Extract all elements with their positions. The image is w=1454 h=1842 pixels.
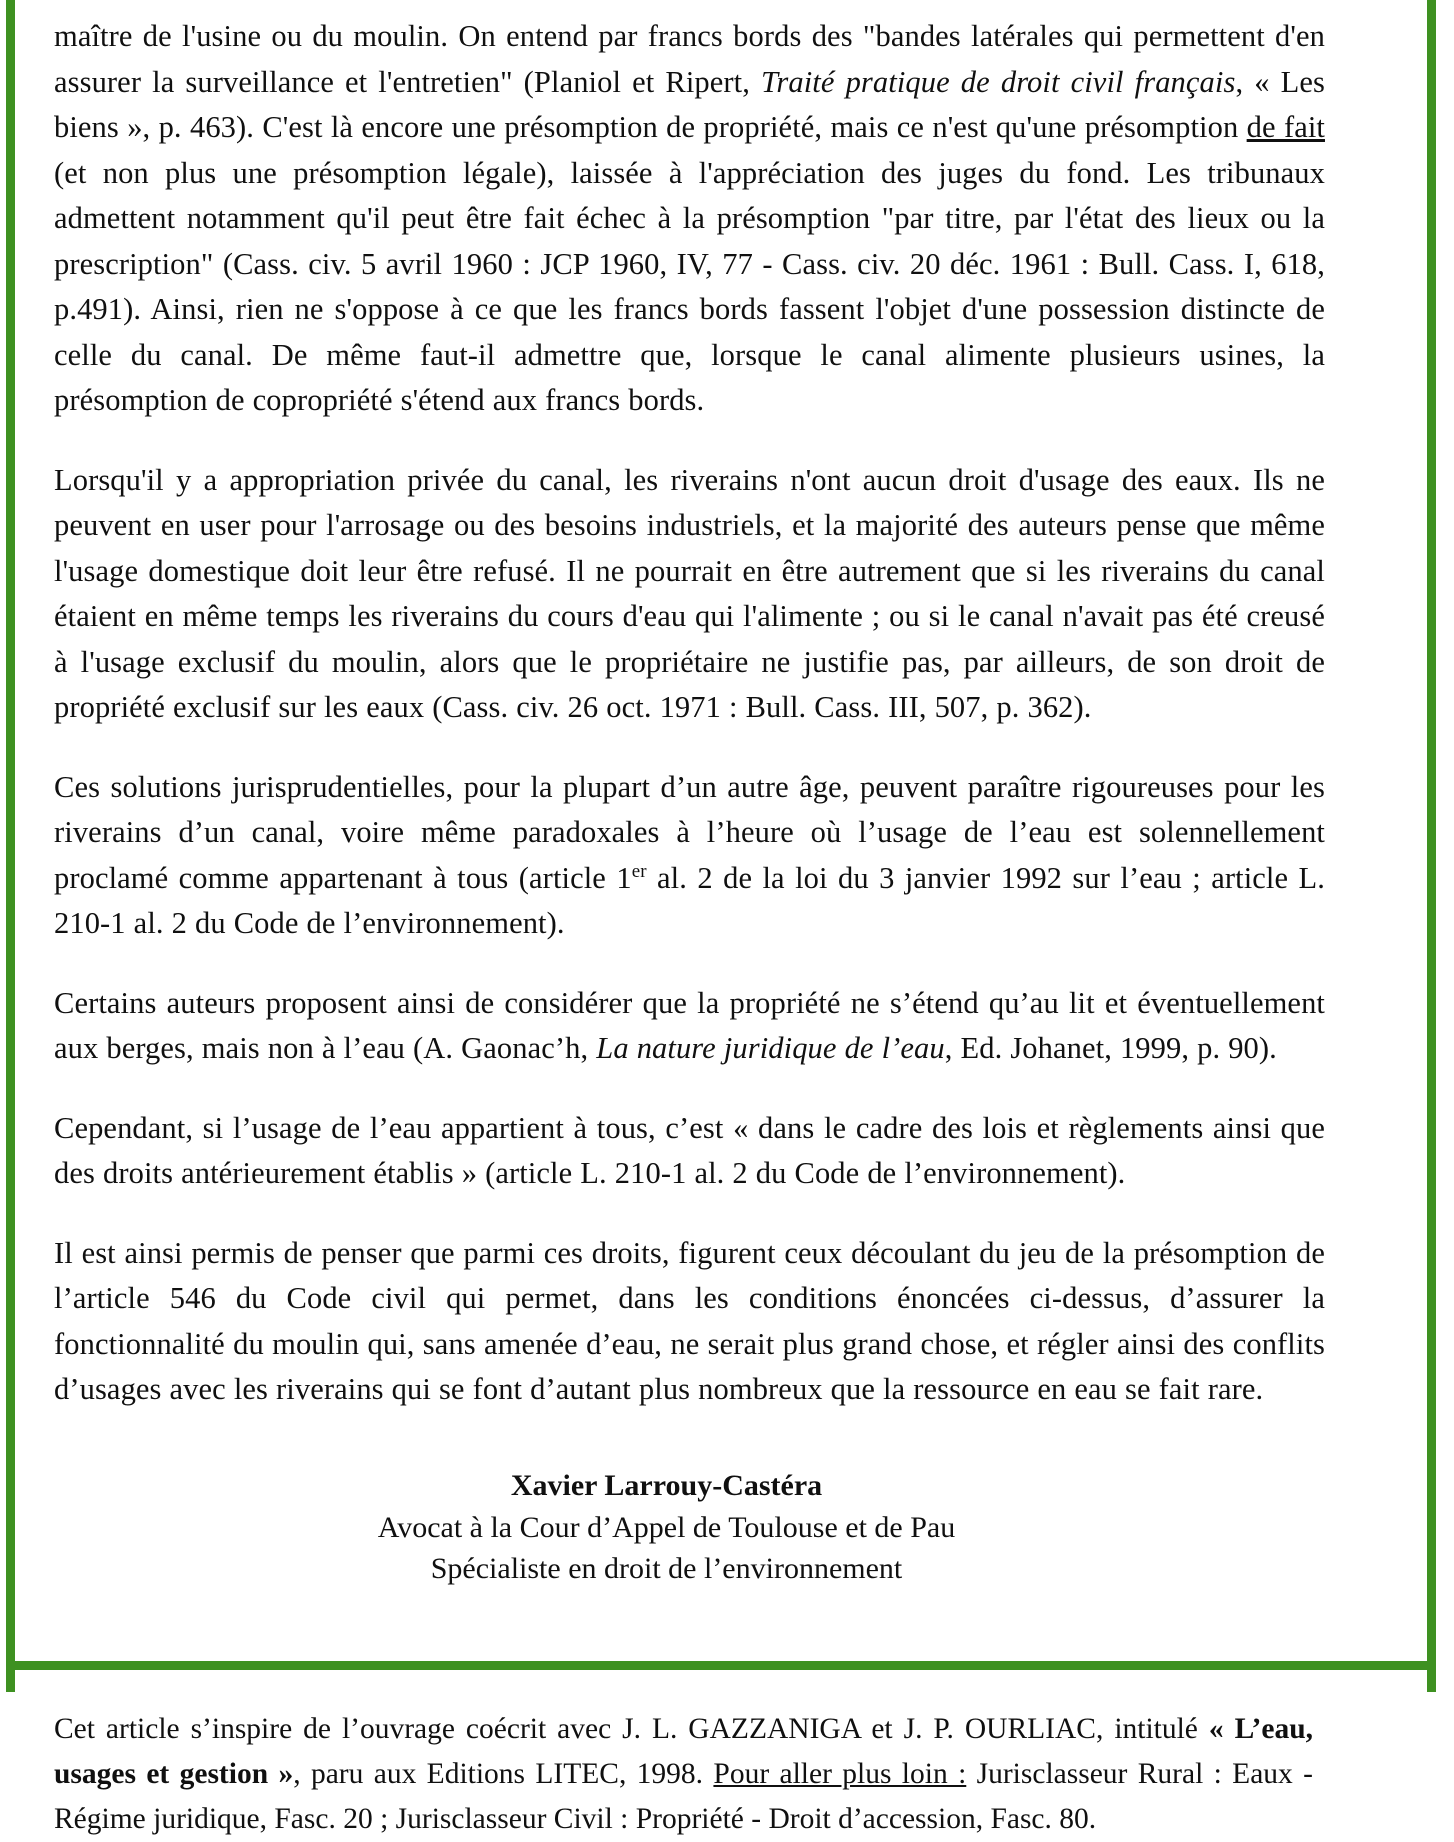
text-run: , « Les biens », p. 463). C'est là encore une présomption de propriété, mais ce n'est qu'une présomption <box>54 64 1325 144</box>
text-run: Certains auteurs proposent ainsi de considérer que la propriété ne s’étend qu’au lit et éventuellement aux berges, mais non à l’eau (A. Gaonac’h, <box>54 985 1325 1065</box>
body-paragraph <box>54 14 1325 424</box>
body-paragraph <box>54 981 1325 1072</box>
signature-role-line-2: Spécialiste en droit de l’environnement <box>430 1551 903 1585</box>
text-run: Cependant, si l’usage de l’eau appartient à tous, c’est « dans le cadre des lois et règlements ainsi que des droits antérieurement établis » (article L. 210-1 al. 2 du Code de l’environnement). <box>54 1110 1325 1190</box>
text-run: maître de l'usine ou du moulin. On entend par francs bords des "bandes latérales qui permettent d'en assurer la surveillance et l'entretien" (Planiol et Ripert, <box>54 19 1325 99</box>
signature-role-line-1: Avocat à la Cour d’Appel de Toulouse et de Pau <box>377 1510 956 1544</box>
body-paragraph <box>54 1106 1325 1197</box>
text-run: Ces solutions jurisprudentielles, pour la plupart d’un autre âge, peuvent paraître rigoureuses pour les riverains d’un canal, voire même paradoxales à l’heure où l’usage de l’eau est solennellement proclamé comme appartenant à tous (article 1 <box>54 769 1325 895</box>
body-paragraph <box>54 765 1325 947</box>
text-run: Il est ainsi permis de penser que parmi ces droits, figurent ceux découlant du jeu de la présomption de l’article 546 du Code civil qui permet, dans les conditions énoncées ci-dessus, d’assurer la fonctionnalité du moulin qui, sans amenée d’eau, ne serait plus grand chose, et régler ainsi des conflits d’usages avec les riverains qui se font d’autant plus nombreux que la ressource en eau se fait rare. <box>54 1235 1325 1406</box>
text-run: Cet article s’inspire de l’ouvrage coécrit avec J. L. GAZZANIGA et J. P. OURLIAC, intitulé <box>54 1712 1209 1745</box>
text-run-underline: Pour aller plus loin : <box>713 1757 967 1790</box>
frame-border-right <box>1427 0 1436 1692</box>
text-run: Jurisclasseur Rural : Eaux - Régime juridique, Fasc. 20 ; Jurisclasseur Civil : Propriété - Droit d’accession, Fasc. 80. <box>54 1757 1313 1835</box>
text-run: (et non plus une présomption légale), laissée à l'appréciation des juges du fond. Les tribunaux admettent notamment qu'il peut être fait échec à la présomption "par titre, par l'état des lieux ou la prescription" (Cass. civ. 5 avril 1960 : JCP 1960, IV, 77 - Cass. civ. 20 déc. 1961 : Bull. Cass. I, 618, p.491). Ainsi, rien ne s'oppose à ce que les francs bords fassent l'objet d'une possession distincte de celle du canal. De même faut-il admettre que, lorsque le canal alimente plusieurs usines, la présomption de copropriété s'étend aux francs bords. <box>54 155 1325 417</box>
frame-border-left <box>6 0 15 1692</box>
signature-block <box>54 1465 1325 1589</box>
body-paragraph <box>54 458 1325 731</box>
footnote-source-note <box>54 1707 1325 1842</box>
document-sheet <box>20 0 1335 1835</box>
signature-author-name: Xavier Larrouy-Castéra <box>510 1468 823 1502</box>
text-run: , Ed. Johanet, 1999, p. 90). <box>944 1031 1277 1065</box>
text-run: , paru aux Editions LITEC, 1998. <box>293 1757 714 1790</box>
text-run: al. 2 de la loi du 3 janvier 1992 sur l’eau ; article L. 210-1 al. 2 du Code de l’environnement). <box>54 860 1325 940</box>
document-body <box>20 14 1325 1842</box>
text-run: Lorsqu'il y a appropriation privée du canal, les riverains n'ont aucun droit d'usage des eaux. Ils ne peuvent en user pour l'arrosage ou des besoins industriels, et la majorité des auteurs pense que même l'usage domestique doit leur être refusé. Il ne pourrait en être autrement que si les riverains du canal étaient en même temps les riverains du cours d'eau qui l'alimente ; ou si le canal n'avait pas été creusé à l'usage exclusif du moulin, alors que le propriétaire ne justifie pas, par ailleurs, de son droit de propriété exclusif sur les eaux (Cass. civ. 26 oct. 1971 : Bull. Cass. III, 507, p. 362). <box>54 462 1325 724</box>
paragraph-list <box>54 14 1325 1413</box>
text-run-underline: de fait <box>1246 110 1325 144</box>
text-run-superscript: er <box>631 860 647 882</box>
text-run-bold: « L’eau, usages et gestion » <box>54 1712 1313 1790</box>
body-paragraph <box>54 1231 1325 1413</box>
text-run-italic: La nature juridique de l’eau <box>596 1031 945 1065</box>
text-run-italic: Traité pratique de droit civil français <box>761 64 1236 99</box>
